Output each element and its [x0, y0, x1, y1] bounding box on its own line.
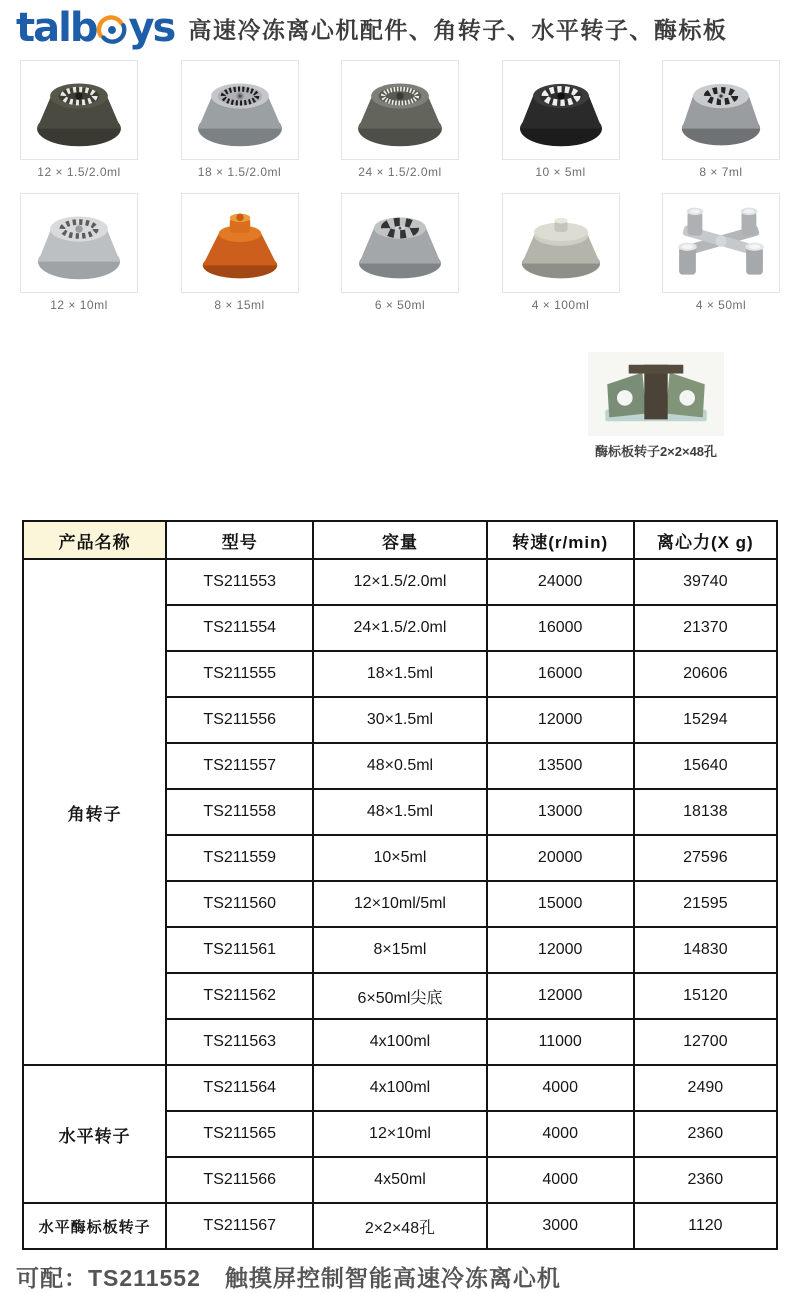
- model-cell: TS211560: [166, 881, 313, 927]
- angle-rotor-6x50-image: [346, 198, 454, 288]
- capacity-cell: 4x50ml: [313, 1157, 486, 1203]
- speed-cell: 4000: [487, 1111, 634, 1157]
- model-cell: TS211564: [166, 1065, 313, 1111]
- capacity-cell: 6×50ml尖底: [313, 973, 486, 1019]
- capacity-cell: 48×0.5ml: [313, 743, 486, 789]
- fixed-rotor-4x100-image: [507, 198, 615, 288]
- swing-bucket-rotor-4x50-image: [667, 198, 775, 288]
- rotor-photo: [181, 193, 299, 293]
- rotor-photo: [20, 193, 138, 293]
- capacity-cell: 8×15ml: [313, 927, 486, 973]
- group-cell-plate-rotor: 水平酶标板转子: [23, 1203, 166, 1249]
- product-caption: 4 × 100ml: [531, 298, 590, 312]
- talboys-logo: [16, 5, 175, 51]
- capacity-cell: 4x100ml: [313, 1019, 486, 1065]
- group-cell-angle-rotor: 角转子: [23, 559, 166, 1065]
- capacity-cell: 12×10ml/5ml: [313, 881, 486, 927]
- product-caption: 12 × 1.5/2.0ml: [37, 165, 121, 179]
- speed-cell: 11000: [487, 1019, 634, 1065]
- force-cell: 15294: [634, 697, 777, 743]
- rotor-photo: [502, 60, 620, 160]
- force-cell: 15120: [634, 973, 777, 1019]
- speed-cell: 4000: [487, 1157, 634, 1203]
- product-tile: [20, 60, 138, 179]
- product-tile-plate-rotor: [576, 352, 736, 460]
- force-cell: 39740: [634, 559, 777, 605]
- rotor-photo: [181, 60, 299, 160]
- force-cell: 2360: [634, 1111, 777, 1157]
- speed-cell: 12000: [487, 927, 634, 973]
- speed-cell: 20000: [487, 835, 634, 881]
- speed-cell: 24000: [487, 559, 634, 605]
- col-header-model: 型号: [166, 521, 313, 559]
- col-header-capacity: 容量: [313, 521, 486, 559]
- product-tile: [20, 193, 138, 312]
- angle-rotor-8x15-image: [186, 198, 294, 288]
- capacity-cell: 18×1.5ml: [313, 651, 486, 697]
- speed-cell: 13500: [487, 743, 634, 789]
- angle-rotor-24x1.5-image: [346, 65, 454, 155]
- capacity-cell: 24×1.5/2.0ml: [313, 605, 486, 651]
- speed-cell: 12000: [487, 697, 634, 743]
- product-caption: 8 × 15ml: [214, 298, 265, 312]
- rotor-photo: [502, 193, 620, 293]
- spec-table: [22, 520, 778, 1250]
- model-cell: TS211561: [166, 927, 313, 973]
- page-title: 高速冷冻离心机配件、角转子、水平转子、酶标板: [188, 16, 728, 43]
- force-cell: 20606: [634, 651, 777, 697]
- product-caption: 8 × 7ml: [699, 165, 743, 179]
- model-cell: TS211559: [166, 835, 313, 881]
- model-cell: TS211555: [166, 651, 313, 697]
- capacity-cell: 2×2×48孔: [313, 1203, 486, 1249]
- rotor-photo: [662, 60, 780, 160]
- speed-cell: 15000: [487, 881, 634, 927]
- rotor-photo: [662, 193, 780, 293]
- force-cell: 18138: [634, 789, 777, 835]
- model-cell: TS211556: [166, 697, 313, 743]
- product-tile: [662, 60, 780, 179]
- model-cell: TS211557: [166, 743, 313, 789]
- col-header-product-name: 产品名称: [23, 521, 166, 559]
- product-tile: [662, 193, 780, 312]
- model-cell: TS211566: [166, 1157, 313, 1203]
- force-cell: 27596: [634, 835, 777, 881]
- product-caption: 18 × 1.5/2.0ml: [197, 165, 282, 179]
- product-caption: 24 × 1.5/2.0ml: [358, 165, 442, 179]
- product-caption: 6 × 50ml: [374, 298, 426, 312]
- header-row: [23, 521, 777, 559]
- col-header-speed: 转速(r/min): [487, 521, 634, 559]
- force-cell: 1120: [634, 1203, 777, 1249]
- force-cell: 15640: [634, 743, 777, 789]
- force-cell: 12700: [634, 1019, 777, 1065]
- group-cell-horizontal-rotor: 水平转子: [23, 1065, 166, 1203]
- speed-cell: 16000: [487, 651, 634, 697]
- product-tile: [181, 60, 299, 179]
- model-cell: TS211563: [166, 1019, 313, 1065]
- logo-text-right: ys: [128, 5, 175, 51]
- spec-row: [23, 559, 777, 605]
- force-cell: 14830: [634, 927, 777, 973]
- product-row-1: [0, 60, 800, 179]
- header: [0, 0, 800, 50]
- rotor-photo: [341, 193, 459, 293]
- product-row-2: [0, 193, 800, 312]
- plate-rotor-caption: 酶标板转子2×2×48孔: [594, 444, 718, 459]
- product-caption: 10 × 5ml: [535, 165, 586, 179]
- logo-text-left: talb: [16, 5, 97, 51]
- force-cell: 21370: [634, 605, 777, 651]
- capacity-cell: 4x100ml: [313, 1065, 486, 1111]
- capacity-cell: 12×10ml: [313, 1111, 486, 1157]
- product-caption: 12 × 10ml: [50, 298, 108, 312]
- spec-row: [23, 1203, 777, 1249]
- capacity-cell: 30×1.5ml: [313, 697, 486, 743]
- product-caption: 4 × 50ml: [695, 298, 747, 312]
- microplate-rotor-image: [592, 355, 720, 433]
- capacity-cell: 12×1.5/2.0ml: [313, 559, 486, 605]
- force-cell: 2360: [634, 1157, 777, 1203]
- speed-cell: 12000: [487, 973, 634, 1019]
- model-cell: TS211562: [166, 973, 313, 1019]
- product-tile: [181, 193, 299, 312]
- capacity-cell: 48×1.5ml: [313, 789, 486, 835]
- logo-swirl-icon: [95, 13, 129, 47]
- plate-rotor-photo: [588, 352, 724, 436]
- angle-rotor-8x7-image: [667, 65, 775, 155]
- col-header-force: 离心力(X g): [634, 521, 777, 559]
- model-cell: TS211565: [166, 1111, 313, 1157]
- angle-rotor-12x1.5-image: [25, 65, 133, 155]
- product-tile: [341, 60, 459, 179]
- model-cell: TS211553: [166, 559, 313, 605]
- angle-rotor-18x1.5-image: [186, 65, 294, 155]
- model-cell: TS211554: [166, 605, 313, 651]
- rotor-photo: [20, 60, 138, 160]
- angle-rotor-12x10-image: [25, 198, 133, 288]
- rotor-photo: [341, 60, 459, 160]
- product-tile: [502, 193, 620, 312]
- spec-row: [23, 1065, 777, 1111]
- model-cell: TS211558: [166, 789, 313, 835]
- speed-cell: 16000: [487, 605, 634, 651]
- capacity-cell: 10×5ml: [313, 835, 486, 881]
- speed-cell: 3000: [487, 1203, 634, 1249]
- compatible-model-note: 可配：TS211552 触摸屏控制智能高速冷冻离心机: [16, 1265, 561, 1291]
- angle-rotor-10x5-image: [507, 65, 615, 155]
- model-cell: TS211567: [166, 1203, 313, 1249]
- force-cell: 2490: [634, 1065, 777, 1111]
- product-tile: [341, 193, 459, 312]
- speed-cell: 4000: [487, 1065, 634, 1111]
- force-cell: 21595: [634, 881, 777, 927]
- speed-cell: 13000: [487, 789, 634, 835]
- product-tile: [502, 60, 620, 179]
